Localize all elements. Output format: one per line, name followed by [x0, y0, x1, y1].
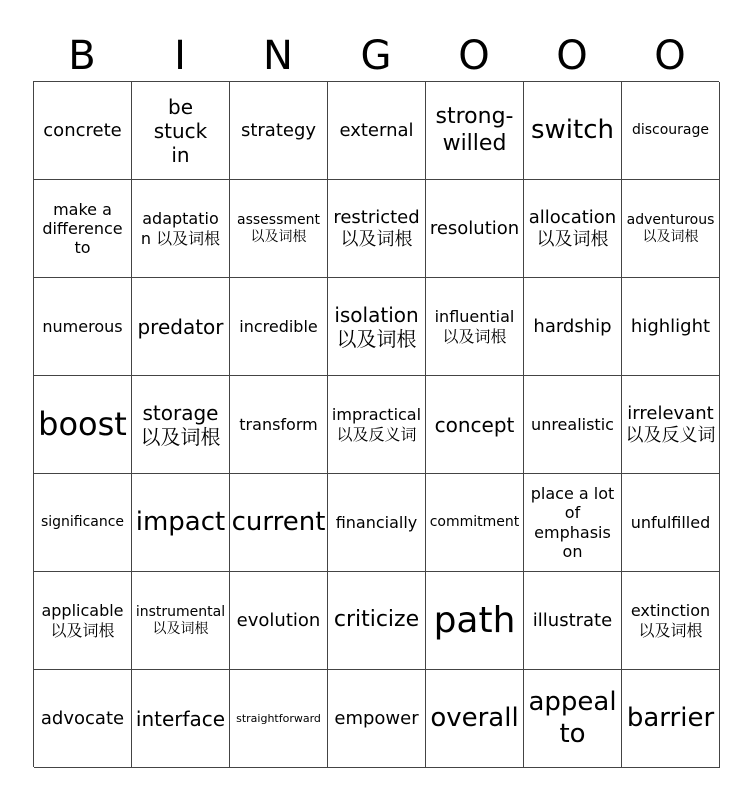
bingo-cell[interactable]: [34, 82, 132, 180]
bingo-cell[interactable]: [132, 670, 230, 768]
bingo-cell[interactable]: [230, 572, 328, 670]
cell-text: path: [433, 599, 516, 641]
bingo-cell[interactable]: [230, 180, 328, 278]
cell-text: incredible: [239, 316, 318, 336]
bingo-cell[interactable]: [328, 670, 426, 768]
bingo-cell[interactable]: [622, 572, 720, 670]
cell-text: interface: [135, 706, 226, 731]
cell-text: empower: [334, 707, 419, 729]
cell-text: external: [339, 119, 414, 141]
cell-text: restricted 以及词根: [333, 206, 420, 250]
bingo-cell[interactable]: [426, 376, 524, 474]
bingo-cell[interactable]: [230, 278, 328, 376]
cell-text: unrealistic: [531, 414, 614, 434]
bingo-cell[interactable]: [132, 278, 230, 376]
cell-text: impractical 以及反义词: [331, 405, 422, 444]
cell-text: unfulfilled: [630, 512, 711, 532]
bingo-cell[interactable]: [622, 180, 720, 278]
cell-text: discourage: [631, 122, 710, 139]
header-letter: N: [263, 33, 293, 79]
bingo-cell[interactable]: [132, 474, 230, 572]
bingo-cell[interactable]: [230, 474, 328, 572]
cell-text: adventurous 以及词根: [626, 211, 715, 245]
bingo-cell[interactable]: [524, 82, 622, 180]
bingo-cell[interactable]: [328, 278, 426, 376]
header-letter: B: [68, 33, 96, 79]
bingo-cell[interactable]: [328, 474, 426, 572]
cell-text: current: [231, 506, 326, 537]
cell-text: straightforward: [236, 711, 321, 725]
cell-text: evolution: [236, 609, 321, 631]
cell-text: isolation 以及词根: [334, 302, 419, 351]
cell-text: extinction 以及词根: [630, 601, 711, 640]
bingo-cell[interactable]: [426, 670, 524, 768]
bingo-cell[interactable]: [524, 376, 622, 474]
bingo-cell[interactable]: [426, 474, 524, 572]
cell-text: adaptation 以及词根: [140, 209, 221, 248]
cell-text: assessment 以及词根: [237, 211, 320, 245]
bingo-cell[interactable]: [328, 376, 426, 474]
bingo-cell[interactable]: [132, 180, 230, 278]
cell-text: resolution: [429, 217, 520, 239]
bingo-cell[interactable]: [230, 82, 328, 180]
cell-text: be stuck in: [153, 94, 208, 167]
bingo-cell[interactable]: [622, 82, 720, 180]
cell-text: advocate: [40, 707, 125, 729]
header-letter: I: [174, 33, 186, 79]
bingo-cell[interactable]: [524, 474, 622, 572]
cell-text: applicable 以及词根: [41, 601, 124, 640]
bingo-cell[interactable]: [426, 82, 524, 180]
header-letter: O: [654, 33, 686, 79]
bingo-cell[interactable]: [524, 572, 622, 670]
bingo-header: [33, 30, 719, 82]
bingo-cell[interactable]: [524, 180, 622, 278]
bingo-cell[interactable]: [622, 278, 720, 376]
cell-text: barrier: [626, 702, 715, 733]
bingo-cell[interactable]: [622, 670, 720, 768]
cell-text: instrumental 以及词根: [135, 603, 226, 637]
bingo-cell[interactable]: [524, 670, 622, 768]
bingo-cell[interactable]: [328, 180, 426, 278]
header-letter: O: [458, 33, 490, 79]
cell-text: allocation 以及词根: [528, 206, 617, 250]
cell-text: highlight: [630, 315, 711, 337]
cell-text: strategy: [240, 119, 317, 141]
bingo-cell[interactable]: [328, 82, 426, 180]
cell-text: irrelevant 以及反义词: [625, 402, 716, 446]
bingo-cell[interactable]: [34, 572, 132, 670]
bingo-cell[interactable]: [622, 376, 720, 474]
cell-text: strong-willed: [435, 104, 514, 156]
cell-text: impact: [135, 506, 226, 537]
bingo-cell[interactable]: [132, 376, 230, 474]
cell-text: financially: [335, 512, 418, 532]
cell-text: concrete: [43, 119, 122, 141]
header-letter: G: [360, 33, 392, 79]
bingo-cell[interactable]: [230, 376, 328, 474]
cell-text: concept: [434, 412, 515, 437]
cell-text: overall: [430, 702, 519, 733]
cell-text: hardship: [533, 315, 612, 337]
cell-text: numerous: [42, 316, 123, 336]
bingo-cell[interactable]: [34, 376, 132, 474]
bingo-cell[interactable]: [34, 474, 132, 572]
cell-text: boost: [38, 405, 127, 444]
cell-text: appeal to: [528, 687, 617, 749]
bingo-card-grid: [33, 81, 719, 767]
cell-text: illustrate: [532, 609, 613, 631]
bingo-cell[interactable]: [622, 474, 720, 572]
header-letter: O: [556, 33, 588, 79]
cell-text: storage 以及词根: [140, 400, 221, 449]
bingo-cell[interactable]: [34, 670, 132, 768]
cell-text: transform: [239, 414, 318, 434]
bingo-cell[interactable]: [328, 572, 426, 670]
cell-text: significance: [40, 514, 125, 531]
bingo-cell[interactable]: [132, 82, 230, 180]
cell-text: make a difference to: [42, 199, 123, 258]
bingo-cell[interactable]: [426, 572, 524, 670]
bingo-cell[interactable]: [426, 180, 524, 278]
cell-text: commitment: [429, 514, 520, 531]
bingo-cell[interactable]: [524, 278, 622, 376]
cell-text: criticize: [333, 607, 420, 633]
bingo-cell[interactable]: [230, 670, 328, 768]
bingo-cell[interactable]: [426, 278, 524, 376]
cell-text: predator: [137, 314, 224, 339]
bingo-cell[interactable]: [34, 278, 132, 376]
cell-text: influential 以及词根: [434, 307, 515, 346]
bingo-cell[interactable]: [132, 572, 230, 670]
bingo-cell[interactable]: [34, 180, 132, 278]
cell-text: place a lot of emphasis on: [530, 484, 615, 561]
cell-text: switch: [530, 114, 614, 145]
